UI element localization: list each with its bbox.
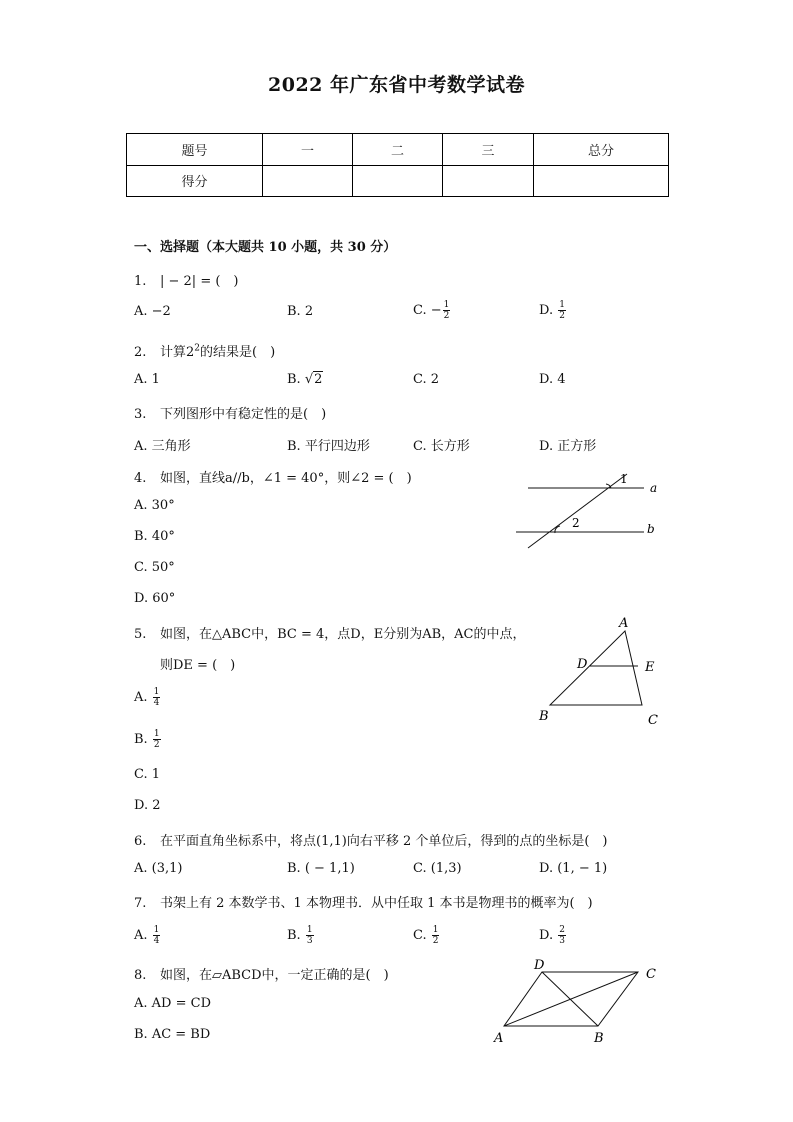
vertex-b-label: B xyxy=(594,1031,604,1046)
question-1-stem xyxy=(134,270,239,289)
fraction-denominator: 4 xyxy=(153,936,160,946)
q5-triangle-figure xyxy=(530,610,670,735)
score-input-cell[interactable] xyxy=(534,165,669,197)
vertex-a-label: A xyxy=(494,1031,504,1046)
fraction-denominator: 4 xyxy=(153,698,160,708)
fraction-numerator: 1 xyxy=(153,729,160,739)
q8-parallelogram-figure xyxy=(485,952,665,1052)
option-label: D. xyxy=(539,303,558,318)
fraction-numerator: 2 xyxy=(559,925,565,935)
q8-option-a[interactable]: A. AD = CD xyxy=(134,996,211,1011)
option-label: B. xyxy=(134,732,152,747)
q6-option-b[interactable]: B. ( − 1,1) xyxy=(287,861,355,876)
fraction-denominator: 2 xyxy=(443,311,450,321)
question-number: 5. xyxy=(134,627,147,642)
fraction-numerator: 1 xyxy=(443,300,450,310)
question-5-stem xyxy=(134,623,526,642)
fraction xyxy=(153,687,161,708)
question-number: 8. xyxy=(134,968,147,983)
fraction-numerator: 1 xyxy=(306,925,313,935)
q4-option-a[interactable]: A. 30° xyxy=(134,498,175,513)
question-8-stem xyxy=(134,964,389,983)
question-6-stem xyxy=(134,830,608,849)
line-b-label: b xyxy=(647,522,655,536)
section-heading: 一、选择题（本大题共 10 小题，共 30 分） xyxy=(134,240,397,255)
score-header-cell: 二 xyxy=(353,134,443,166)
score-table xyxy=(126,133,669,197)
score-header-cell: 一 xyxy=(263,134,353,166)
question-text: 如图，在△ABC中，BC = 4，点D，E分别为AB，AC的中点， xyxy=(160,627,526,642)
angle-1-label: 1 xyxy=(620,472,628,486)
option-label: B. xyxy=(287,372,305,387)
question-3-stem xyxy=(134,403,326,422)
fraction xyxy=(558,300,566,321)
q2-option-c[interactable]: C. 2 xyxy=(413,372,440,387)
score-table-header-row xyxy=(127,134,669,166)
question-text: 书架上有 2 本数学书、1 本物理书．从中任取 1 本书是物理书的概率为( ) xyxy=(160,896,593,911)
question-text: 如图，在▱ABCD中，一定正确的是( ) xyxy=(160,968,389,983)
q4-option-c[interactable]: C. 50° xyxy=(134,560,175,575)
superscript: 2 xyxy=(194,343,201,354)
vertex-a-label: A xyxy=(619,616,629,631)
question-number: 6. xyxy=(134,834,147,849)
point-e-label: E xyxy=(645,660,655,675)
fraction xyxy=(432,925,440,946)
vertex-c-label: C xyxy=(648,713,658,728)
fraction-denominator: 3 xyxy=(306,936,313,946)
vertex-b-label: B xyxy=(539,709,549,724)
score-input-cell[interactable] xyxy=(263,165,353,197)
q1-option-a[interactable]: A. −2 xyxy=(134,304,171,319)
question-text: 如图，直线a//b，∠1 = 40°，则∠2 = ( ) xyxy=(160,471,412,486)
q1-option-d[interactable] xyxy=(539,300,567,321)
fraction-numerator: 1 xyxy=(153,687,160,697)
triangle-abc xyxy=(550,631,642,705)
q7-option-d[interactable] xyxy=(539,925,567,946)
question-text: 计算2 xyxy=(160,345,195,360)
q4-parallel-lines-figure xyxy=(510,462,670,552)
q7-option-c[interactable] xyxy=(413,925,440,946)
fraction-numerator: 1 xyxy=(559,300,565,310)
q4-option-d[interactable]: D. 60° xyxy=(134,591,176,606)
angle-2-label: 2 xyxy=(572,516,580,530)
q7-option-a[interactable] xyxy=(134,925,161,946)
question-number: 1. xyxy=(134,274,147,289)
question-4-stem xyxy=(134,467,412,486)
q1-option-c[interactable] xyxy=(413,300,451,321)
fraction-denominator: 3 xyxy=(559,936,565,946)
q6-option-c[interactable]: C. (1,3) xyxy=(413,861,462,876)
q3-option-d[interactable]: D. 正方形 xyxy=(539,439,597,454)
question-7-stem xyxy=(134,892,593,911)
question-number: 2. xyxy=(134,345,147,360)
page-title: 2022 年广东省中考数学试卷 xyxy=(268,74,525,96)
q2-option-d[interactable]: D. 4 xyxy=(539,372,566,387)
fraction-denominator: 2 xyxy=(432,936,439,946)
score-header-cell: 题号 xyxy=(127,134,263,166)
option-label: A. xyxy=(134,690,152,705)
question-5-stem-line2: 则DE = ( ) xyxy=(160,658,236,673)
q3-option-a[interactable]: A. 三角形 xyxy=(134,439,191,454)
question-2-stem xyxy=(134,341,275,360)
fraction-numerator: 1 xyxy=(432,925,439,935)
question-number: 7. xyxy=(134,896,147,911)
score-header-cell: 总分 xyxy=(534,134,669,166)
score-header-cell: 三 xyxy=(443,134,534,166)
score-row-label: 得分 xyxy=(127,165,263,197)
option-label: B. xyxy=(287,928,305,943)
square-root: √2 xyxy=(304,372,323,387)
transversal-line xyxy=(528,474,627,548)
q3-option-c[interactable]: C. 长方形 xyxy=(413,439,470,454)
q5-option-c[interactable]: C. 1 xyxy=(134,767,161,782)
question-number: 4. xyxy=(134,471,147,486)
q5-option-b[interactable] xyxy=(134,729,162,750)
q2-option-b[interactable] xyxy=(287,372,323,387)
score-input-cell[interactable] xyxy=(443,165,534,197)
q5-option-d[interactable]: D. 2 xyxy=(134,798,161,813)
question-text: | − 2| = ( ) xyxy=(160,274,239,289)
vertex-d-label: D xyxy=(534,958,545,973)
q4-option-b[interactable]: B. 40° xyxy=(134,529,175,544)
diagonal-bd xyxy=(542,972,598,1026)
q7-option-b[interactable] xyxy=(287,925,315,946)
option-label: C. − xyxy=(413,303,442,318)
q8-option-b[interactable]: B. AC = BD xyxy=(134,1027,211,1042)
score-table-score-row xyxy=(127,165,669,197)
radicand: 2 xyxy=(314,372,323,387)
point-d-label: D xyxy=(577,657,588,672)
fraction xyxy=(153,925,161,946)
option-label: A. xyxy=(134,928,152,943)
fraction xyxy=(306,925,314,946)
q2-option-a[interactable]: A. 1 xyxy=(134,372,160,387)
line-a-label: a xyxy=(650,481,658,495)
q1-option-b[interactable]: B. 2 xyxy=(287,304,314,319)
fraction xyxy=(443,300,451,321)
score-input-cell[interactable] xyxy=(353,165,443,197)
fraction xyxy=(558,925,566,946)
fraction-denominator: 2 xyxy=(559,311,565,321)
vertex-c-label: C xyxy=(646,967,656,982)
q6-option-a[interactable]: A. (3,1) xyxy=(134,861,183,876)
question-text: 的结果是( ) xyxy=(200,345,276,360)
fraction xyxy=(153,729,161,750)
q5-option-a[interactable] xyxy=(134,687,161,708)
fraction-numerator: 1 xyxy=(153,925,160,935)
question-text: 下列图形中有稳定性的是( ) xyxy=(160,407,327,422)
option-label: C. xyxy=(413,928,431,943)
question-text: 在平面直角坐标系中，将点(1,1)向右平移 2 个单位后，得到的点的坐标是( ) xyxy=(160,834,608,849)
q3-option-b[interactable]: B. 平行四边形 xyxy=(287,439,370,454)
question-number: 3. xyxy=(134,407,147,422)
q6-option-d[interactable]: D. (1, − 1) xyxy=(539,861,608,876)
fraction-denominator: 2 xyxy=(153,740,160,750)
option-label: D. xyxy=(539,928,558,943)
